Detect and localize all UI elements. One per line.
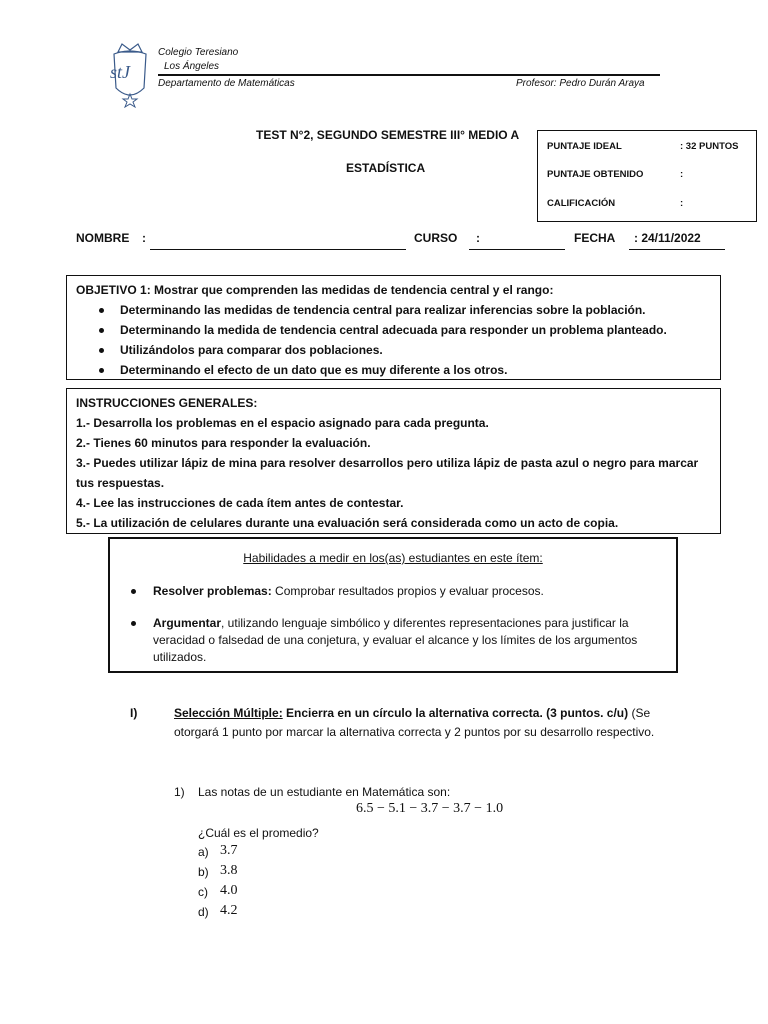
course-colon: : bbox=[476, 231, 480, 245]
grades-formula: 6.5 − 5.1 − 3.7 − 3.7 − 1.0 bbox=[356, 801, 504, 816]
objective-item: Determinando las medidas de tendencia central para realizar inferencias sobre la población. bbox=[120, 300, 711, 320]
question-text: Las notas de un estudiante en Matemática son: bbox=[198, 785, 451, 799]
header-divider bbox=[158, 74, 660, 76]
option-c-letter[interactable]: c) bbox=[198, 885, 208, 899]
skill-item-text: , utilizando lenguaje simbólico y diferentes representaciones para justificar la veracidad o falsedad de una conjetura, y evaluar el alcance y los límites de los argumentos utilizados. bbox=[153, 616, 638, 664]
question-ask: ¿Cuál es el promedio? bbox=[198, 826, 319, 840]
school-logo bbox=[104, 42, 156, 108]
svg-text:stJ: stJ bbox=[110, 62, 130, 82]
objective-box bbox=[66, 275, 721, 380]
date-value: : 24/11/2022 bbox=[634, 231, 701, 245]
option-c-value[interactable]: 4.0 bbox=[220, 883, 238, 898]
objective-item: Determinando la medida de tendencia central adecuada para responder un problema planteado. bbox=[120, 320, 711, 340]
option-b-letter[interactable]: b) bbox=[198, 865, 209, 879]
date-field bbox=[629, 249, 725, 250]
school-line1: Colegio Teresiano bbox=[158, 47, 239, 58]
date-label: FECHA bbox=[574, 231, 616, 245]
test-title: TEST N°2, SEGUNDO SEMESTRE III° MEDIO A bbox=[256, 128, 520, 142]
option-d-letter[interactable]: d) bbox=[198, 905, 209, 919]
instructions-box bbox=[66, 388, 721, 534]
skills-box bbox=[108, 537, 678, 673]
skill-item-bold: Resolver problemas: bbox=[153, 584, 272, 598]
obtained-score-value[interactable]: : bbox=[680, 169, 684, 180]
ideal-score-label: PUNTAJE IDEAL bbox=[547, 141, 622, 152]
department-name: Departamento de Matemáticas bbox=[158, 78, 295, 89]
obtained-score-label: PUNTAJE OBTENIDO bbox=[547, 169, 644, 180]
option-b-value[interactable]: 3.8 bbox=[220, 863, 238, 878]
section-instruction-rest: (Se otorgará 1 punto por marcar la alternativa correcta y 2 puntos por su desarrollo respectivo. bbox=[174, 706, 655, 739]
name-field[interactable] bbox=[150, 249, 406, 250]
ideal-score-value: : 32 PUNTOS bbox=[680, 141, 739, 152]
objective-item: Determinando el efecto de un dato que es muy diferente a los otros. bbox=[120, 360, 711, 380]
objective-heading: OBJETIVO 1: Mostrar que comprenden las medidas de tendencia central y el rango: bbox=[76, 283, 554, 297]
objective-list bbox=[76, 300, 711, 380]
test-subject: ESTADÍSTICA bbox=[346, 161, 426, 175]
section-instruction bbox=[174, 704, 674, 742]
instruction-item: 2.- Tienes 60 minutos para responder la evaluación. bbox=[76, 436, 371, 450]
section-numeral: I) bbox=[130, 706, 138, 720]
school-name bbox=[158, 46, 238, 74]
course-field[interactable] bbox=[469, 249, 565, 250]
name-colon: : bbox=[142, 231, 146, 245]
section-title: Selección Múltiple: bbox=[174, 706, 283, 720]
teacher-name: Profesor: Pedro Durán Araya bbox=[516, 78, 645, 89]
score-box bbox=[537, 130, 757, 222]
objective-item: Utilizándolos para comparar dos poblaciones. bbox=[120, 340, 711, 360]
name-label: NOMBRE bbox=[76, 231, 130, 245]
section-instruction-bold: Encierra en un círculo la alternativa correcta. (3 puntos. c/u) bbox=[282, 706, 629, 720]
instruction-item: 3.- Puedes utilizar lápiz de mina para resolver desarrollos pero utiliza lápiz de pasta azul o negro para marcar tus respuestas. bbox=[76, 456, 699, 490]
skills-heading: Habilidades a medir en los(as) estudiantes en este ítem: bbox=[243, 551, 543, 565]
skill-item-text: Comprobar resultados propios y evaluar procesos. bbox=[271, 584, 544, 598]
option-a-letter[interactable]: a) bbox=[198, 845, 209, 859]
option-a-value[interactable]: 3.7 bbox=[220, 843, 238, 858]
grade-label: CALIFICACIÓN bbox=[547, 198, 616, 209]
question-number: 1) bbox=[174, 785, 185, 799]
instruction-item: 4.- Lee las instrucciones de cada ítem antes de contestar. bbox=[76, 496, 404, 510]
school-line2: Los Ángeles bbox=[164, 61, 220, 72]
course-label: CURSO bbox=[414, 231, 458, 245]
instruction-item: 5.- La utilización de celulares durante una evaluación será considerada como un acto de copia. bbox=[76, 516, 619, 530]
option-d-value[interactable]: 4.2 bbox=[220, 903, 238, 918]
skill-item-bold: Argumentar bbox=[153, 616, 222, 630]
instruction-item: 1.- Desarrolla los problemas en el espacio asignado para cada pregunta. bbox=[76, 416, 489, 430]
grade-value[interactable]: : bbox=[680, 198, 684, 209]
skill-item-argue bbox=[153, 615, 662, 666]
skill-item-problem-solving bbox=[153, 583, 662, 600]
instructions-heading: INSTRUCCIONES GENERALES: bbox=[76, 396, 258, 410]
